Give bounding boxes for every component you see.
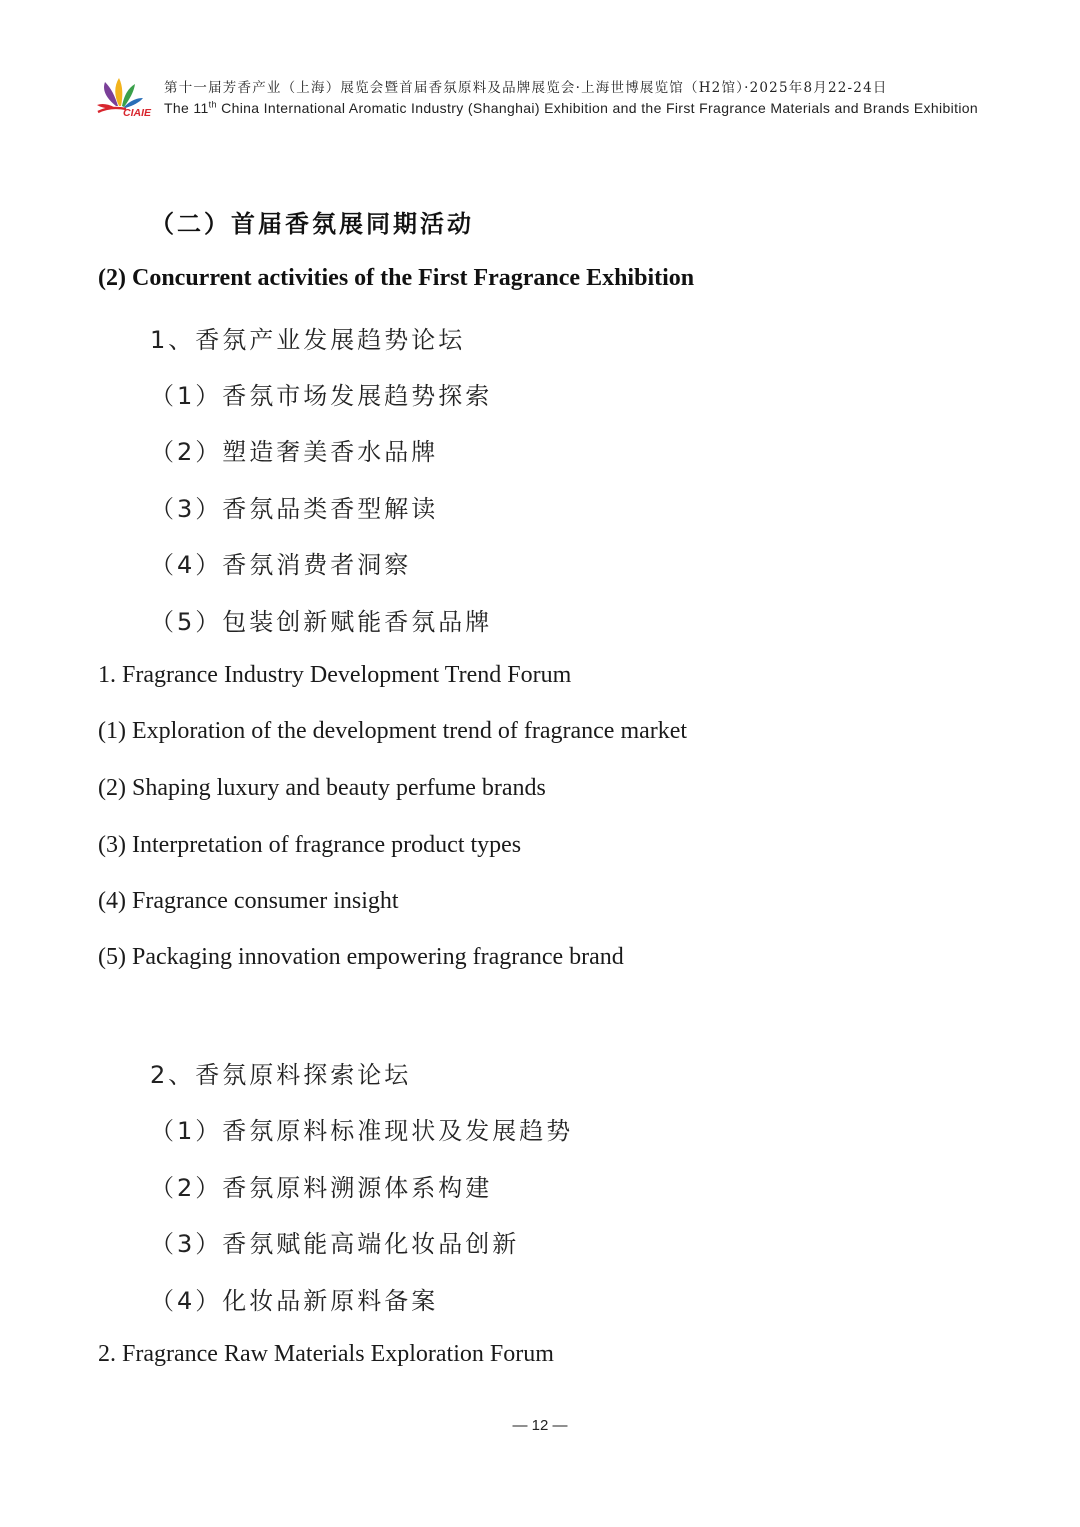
header-title-en-sup: th: [208, 99, 217, 110]
forum2-item-cn: （3）香氛赋能高端化妆品创新: [150, 1230, 520, 1258]
forum1-title-en: 1. Fragrance Industry Development Trend Forum: [98, 662, 572, 688]
forum1-title-cn: 1、香氛产业发展趋势论坛: [150, 326, 466, 354]
forum2-item-cn: （2）香氛原料溯源体系构建: [150, 1174, 493, 1202]
logo-wordmark: CIAIE: [123, 107, 152, 119]
forum2-title-en: 2. Fragrance Raw Materials Exploration Forum: [98, 1341, 554, 1367]
header-title-cn: 第十一届芳香产业（上海）展览会暨首届香氛原料及品牌展览会·上海世博展览馆（H2馆）·2025年8月22-24日: [164, 80, 888, 96]
page-number: — 12 —: [512, 1417, 568, 1434]
forum1-item-en: (2) Shaping luxury and beauty perfume brands: [98, 775, 546, 801]
forum2-title-cn: 2、香氛原料探索论坛: [150, 1061, 412, 1089]
forum1-item-en: (5) Packaging innovation empowering fragrance brand: [98, 944, 624, 970]
forum1-item-cn: （3）香氛品类香型解读: [150, 495, 439, 523]
section-title-en: (2) Concurrent activities of the First Fragrance Exhibition: [98, 265, 695, 291]
forum2-item-cn: （4）化妆品新原料备案: [150, 1287, 439, 1315]
forum1-item-cn: （1）香氛市场发展趋势探索: [150, 382, 493, 410]
header-title-en-prefix: The 11: [164, 100, 209, 116]
forum1-item-en: (1) Exploration of the development trend of fragrance market: [98, 718, 688, 744]
section-title-cn: （二）首届香氛展同期活动: [150, 210, 474, 238]
header-title-en-suffix: China International Aromatic Industry (Shanghai) Exhibition and the First Fragrance Materials and Brands Exhibition: [216, 100, 979, 116]
ciaie-logo: [96, 76, 158, 120]
page-header: [96, 74, 996, 124]
forum1-item-en: (3) Interpretation of fragrance product types: [98, 832, 522, 858]
forum1-item-cn: （4）香氛消费者洞察: [150, 551, 412, 579]
forum1-item-en: (4) Fragrance consumer insight: [98, 888, 399, 914]
forum1-item-cn: （5）包装创新赋能香氛品牌: [150, 608, 493, 636]
header-title-en: [164, 98, 994, 118]
forum2-item-cn: （1）香氛原料标准现状及发展趋势: [150, 1117, 574, 1145]
forum1-item-cn: （2）塑造奢美香水品牌: [150, 438, 439, 466]
header-text: [164, 78, 994, 118]
